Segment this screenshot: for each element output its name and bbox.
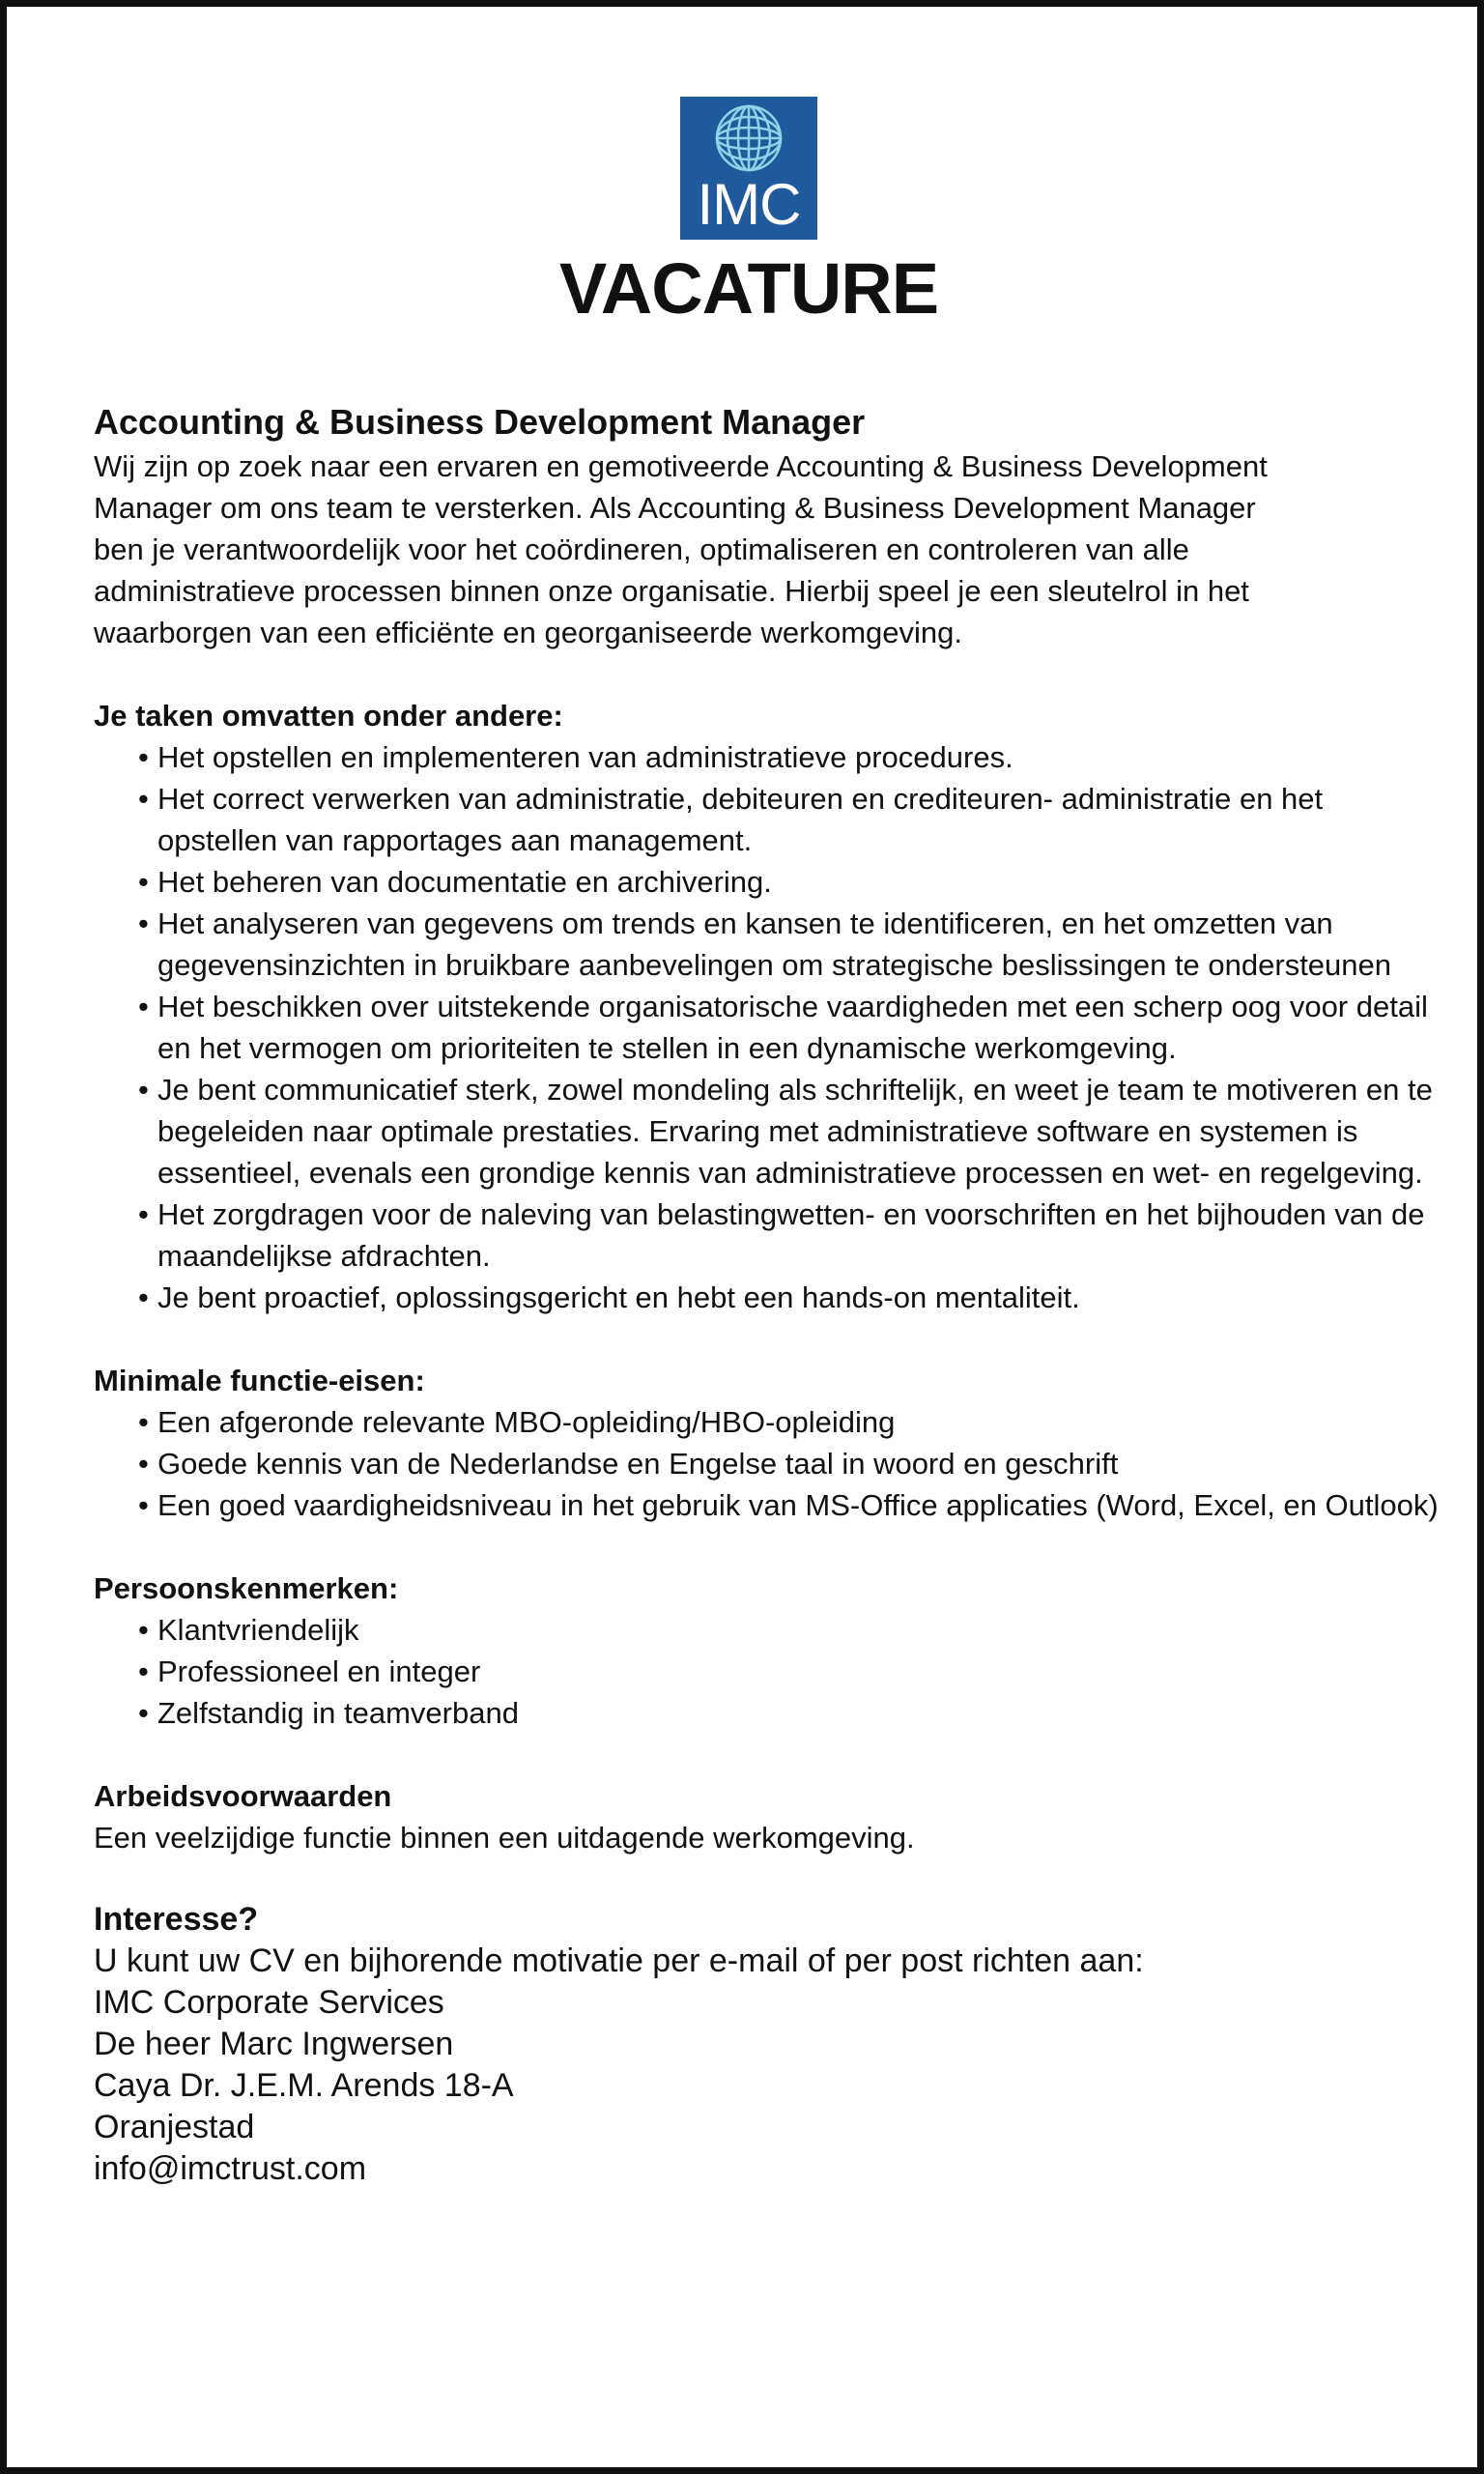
list-item: • Het analyseren van gegevens om trends en kansen te identificeren, en het omzetten van gegevensinzichten in bruikbare aanbevelingen om strategische beslissingen te ondersteunen	[94, 903, 1446, 986]
job-title: Accounting & Business Development Manager	[94, 402, 866, 442]
list-item: • Professioneel en integer	[94, 1651, 1446, 1692]
page-title: VACATURE	[558, 248, 939, 329]
requirements-list	[94, 1401, 1446, 1526]
intro-line: ben je verantwoordelijk voor het coördineren, optimaliseren en controleren van alle	[94, 532, 1189, 566]
globe-icon	[680, 97, 817, 174]
list-item: • Het beheren van documentatie en archivering.	[94, 861, 1446, 903]
requirements-title: Minimale functie-eisen:	[94, 1364, 425, 1397]
intro-line: waarborgen van een efficiënte en georganiseerde werkomgeving.	[94, 616, 963, 649]
job-intro	[94, 446, 1446, 653]
list-item: • Het beschikken over uitstekende organisatorische vaardigheden met een scherp oog voor detail en het vermogen om prioriteiten te stellen in een dynamische werkomgeving.	[94, 986, 1446, 1069]
logo-text: IMC	[697, 172, 801, 237]
contact-person: De heer Marc Ingwersen	[94, 2026, 454, 2062]
contact-company: IMC Corporate Services	[94, 1984, 444, 2021]
tasks-list	[94, 736, 1446, 1318]
traits-list	[94, 1609, 1446, 1734]
contact-title: Interesse?	[94, 1901, 259, 1938]
list-item: • Het correct verwerken van administratie, debiteuren en crediteuren- administratie en het opstellen van rapportages aan management.	[94, 778, 1446, 861]
contact-block	[94, 1941, 1446, 2190]
contact-city: Oranjestad	[94, 2109, 255, 2145]
list-item: • Zelfstandig in teamverband	[94, 1692, 1446, 1734]
contact-email: info@imctrust.com	[94, 2150, 367, 2187]
intro-line: Manager om ons team te versterken. Als Accounting & Business Development Manager	[94, 491, 1256, 525]
intro-line: Wij zijn op zoek naar een ervaren en gemotiveerde Accounting & Business Development	[94, 449, 1268, 483]
contact-address: Caya Dr. J.E.M. Arends 18-A	[94, 2067, 514, 2104]
conditions-text: Een veelzijdige functie binnen een uitdagende werkomgeving.	[94, 1821, 915, 1855]
list-item: • Een goed vaardigheidsniveau in het gebruik van MS-Office applicaties (Word, Excel, en Outlook)	[94, 1484, 1446, 1526]
list-item: • Je bent proactief, oplossingsgericht en hebt een hands-on mentaliteit.	[94, 1277, 1446, 1318]
list-item: • Het opstellen en implementeren van administratieve procedures.	[94, 736, 1446, 778]
traits-title: Persoonskenmerken:	[94, 1571, 399, 1605]
list-item: • Goede kennis van de Nederlandse en Engelse taal in woord en geschrift	[94, 1443, 1446, 1484]
tasks-title: Je taken omvatten onder andere:	[94, 699, 563, 733]
intro-line: administratieve processen binnen onze organisatie. Hierbij speel je een sleutelrol in het	[94, 574, 1249, 608]
conditions-title: Arbeidsvoorwaarden	[94, 1779, 392, 1813]
list-item: • Klantvriendelijk	[94, 1609, 1446, 1651]
imc-logo	[680, 97, 817, 240]
vacancy-content	[94, 399, 1446, 2190]
list-item: • Je bent communicatief sterk, zowel mondeling als schriftelijk, en weet je team te motiveren en te begeleiden naar optimale prestaties. Ervaring met administratieve software en systemen is essentieel, evenals een grondige kennis van administratieve processen en wet- en regelgeving.	[94, 1069, 1446, 1194]
list-item: • Een afgeronde relevante MBO-opleiding/HBO-opleiding	[94, 1401, 1446, 1443]
list-item: • Het zorgdragen voor de naleving van belastingwetten- en voorschriften en het bijhouden van de maandelijkse afdrachten.	[94, 1194, 1446, 1277]
contact-instruction: U kunt uw CV en bijhorende motivatie per e-mail of per post richten aan:	[94, 1942, 1144, 1979]
